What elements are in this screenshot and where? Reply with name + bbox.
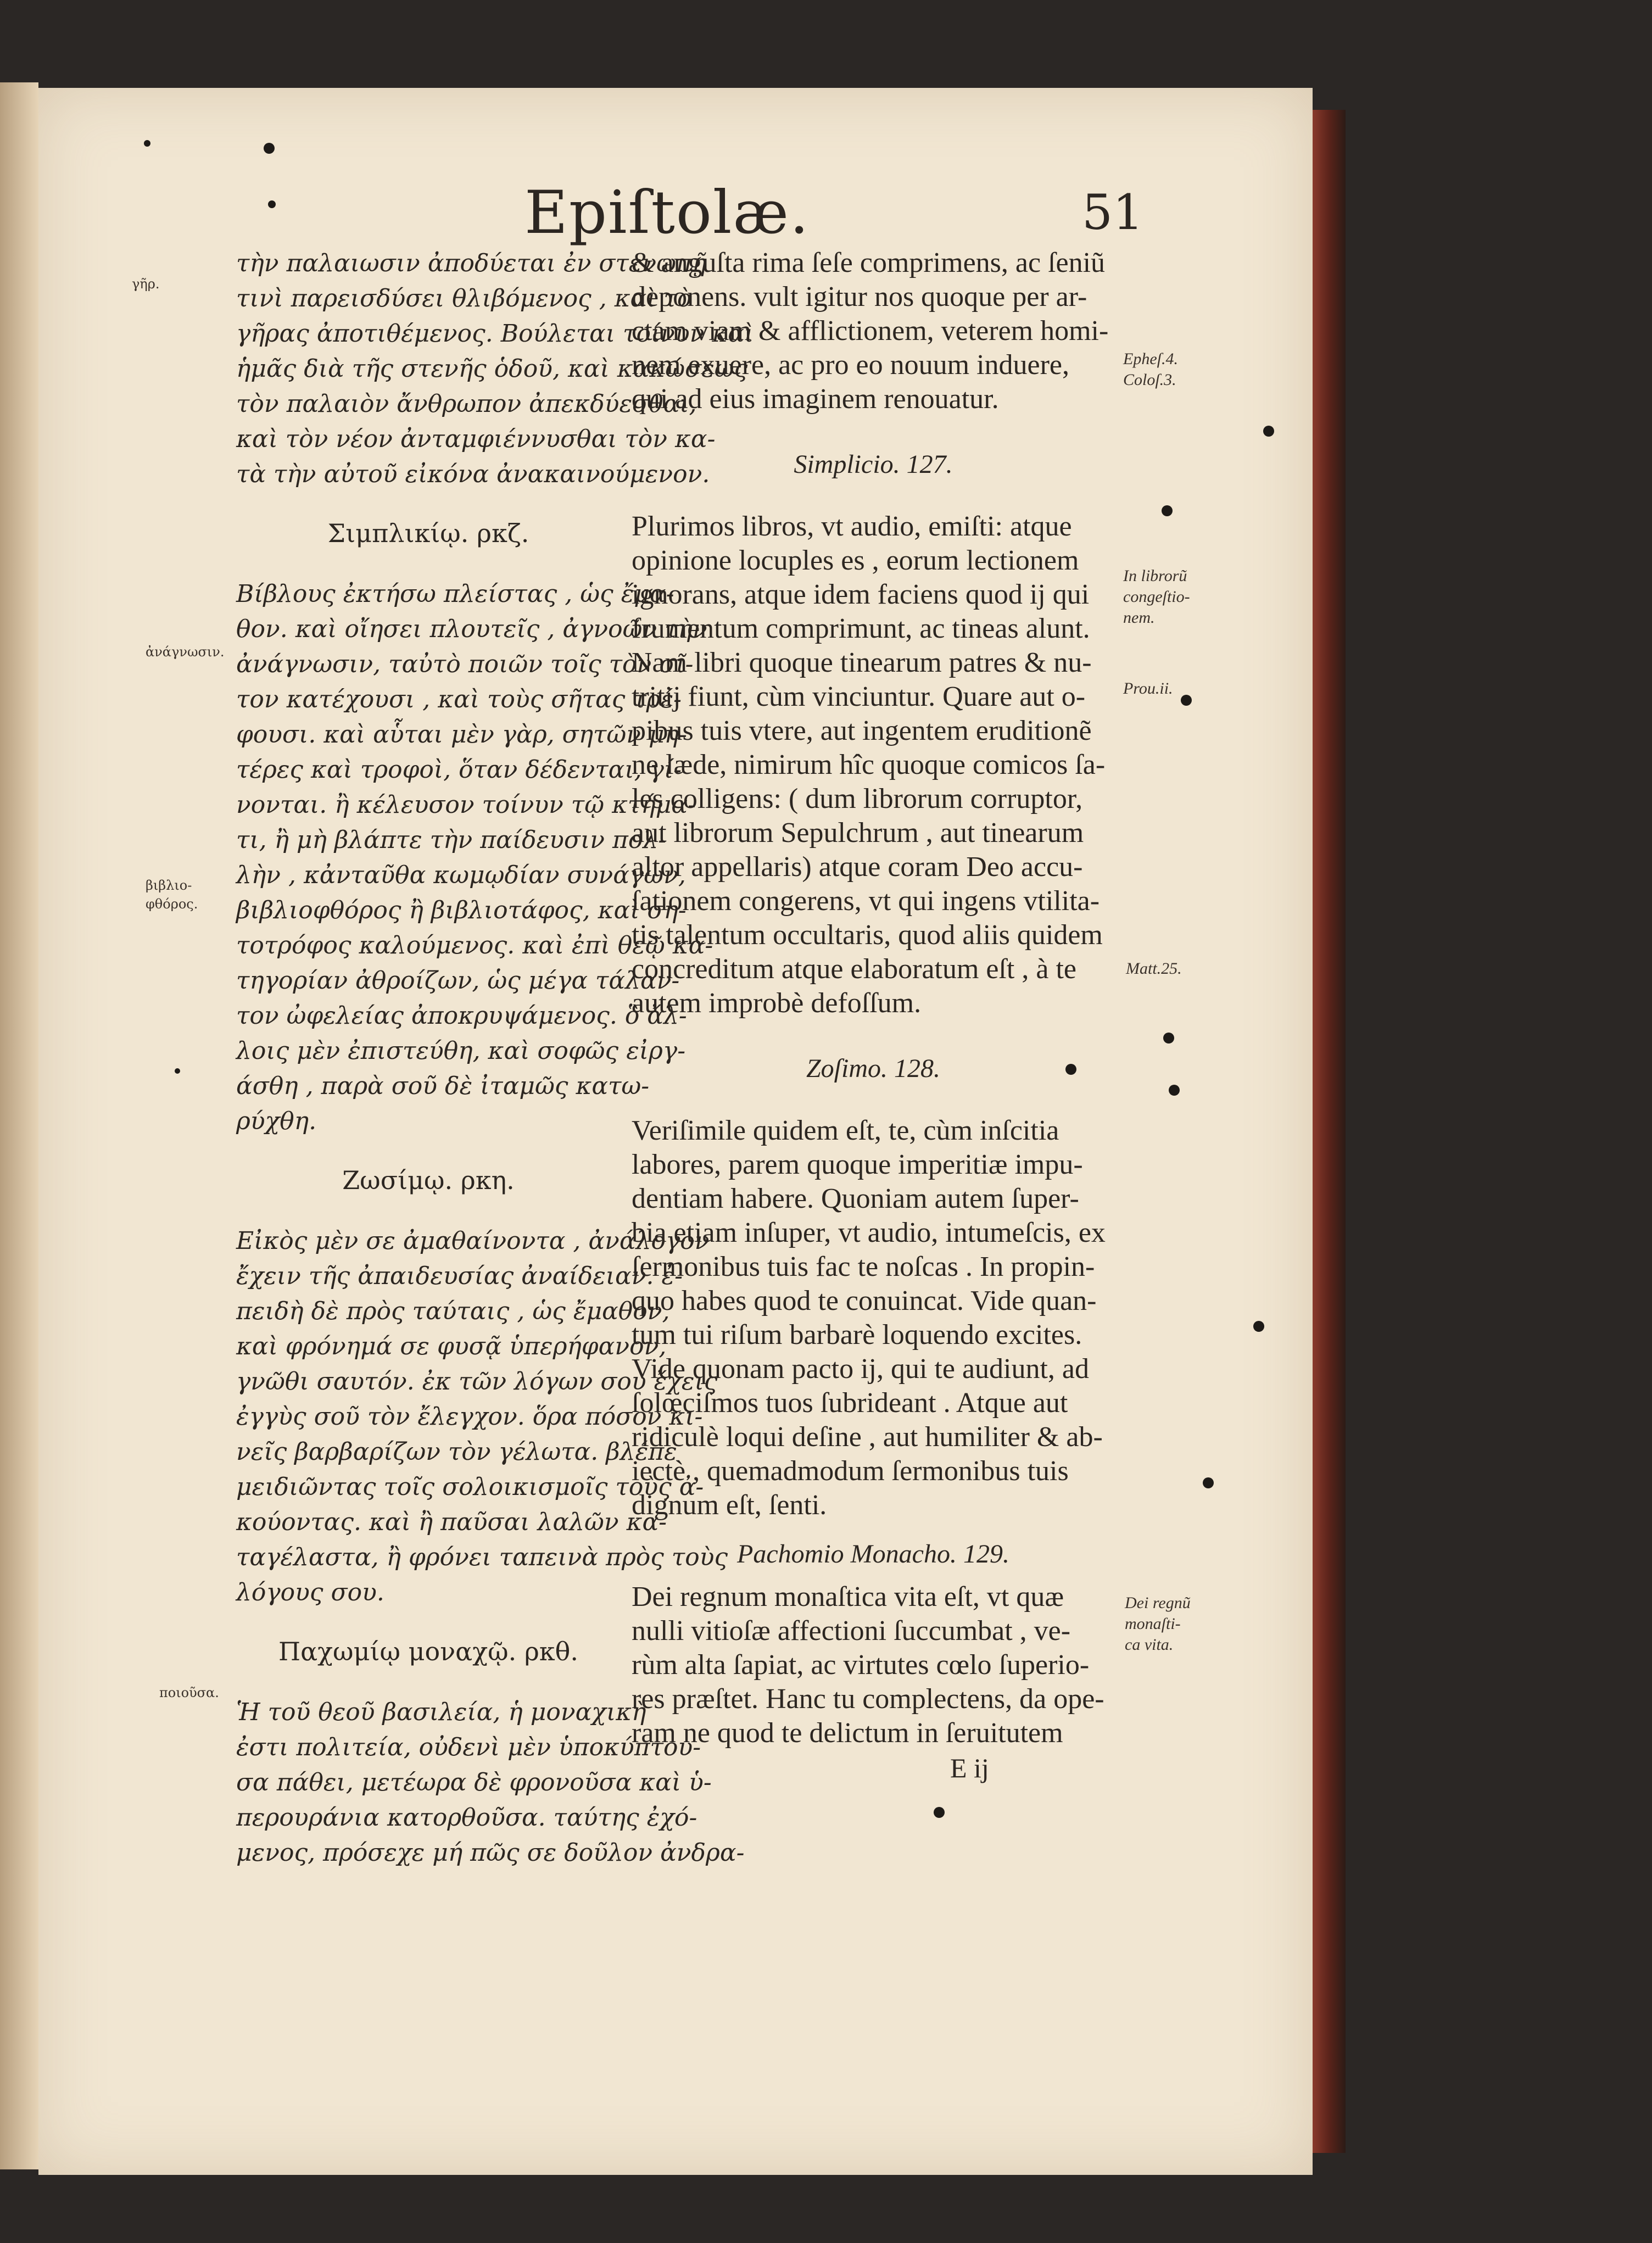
greek-block-2 bbox=[236, 577, 713, 1139]
latin-letter-heading: Zoſimo. 128. bbox=[806, 1054, 941, 1083]
signature-mark: E ij bbox=[950, 1753, 989, 1783]
margin-note-line: βιβλιο- bbox=[146, 878, 192, 893]
ink-speck bbox=[1203, 1477, 1214, 1488]
margin-note-ephesians bbox=[1123, 349, 1178, 390]
greek-block-1 bbox=[236, 246, 754, 492]
text-line: les colligens: ( dum librorum corruptor, bbox=[632, 783, 1083, 814]
text-line: Εἰκὸς μὲν σε ἀμαθαίνοντα , ἀνάλογον bbox=[236, 1227, 710, 1255]
margin-note-greek-ponousa: ποιοῦσα. bbox=[159, 1685, 219, 1700]
text-line: Ἡ τοῦ θεοῦ βασιλεία, ἡ μοναχικὴ bbox=[236, 1698, 646, 1726]
text-line: tritij fiunt, cùm vinciuntur. Quare aut o- bbox=[632, 681, 1086, 712]
latin-block-4 bbox=[632, 1580, 1115, 1750]
greek-letter-heading: Παχωμίῳ μοναχῷ. ρκθ. bbox=[278, 1637, 578, 1666]
margin-note-greek-top: γῆρ. bbox=[132, 276, 160, 292]
ink-speck bbox=[1253, 1321, 1264, 1332]
text-line: λοις μὲν ἐπιστεύθη, καὶ σοφῶς εἰργ- bbox=[236, 1037, 686, 1065]
latin-block-2 bbox=[632, 510, 1115, 1020]
text-line: frumentum comprimunt, ac tineas alunt. bbox=[632, 613, 1090, 644]
facing-page-edge bbox=[0, 82, 38, 2169]
text-line: labores, parem quoque imperitiæ impu- bbox=[632, 1149, 1083, 1180]
text-line: μειδιῶντας τοῖς σολοικισμοῖς τοὺς ἀ- bbox=[236, 1473, 704, 1501]
text-line: nem exuere, ac pro eo nouum induere, bbox=[632, 349, 1070, 381]
ink-speck bbox=[934, 1807, 945, 1818]
margin-note-line: ca vita. bbox=[1125, 1636, 1174, 1654]
text-line: pibus tuis vtere, aut ingentem eruditionẽ bbox=[632, 715, 1092, 746]
margin-note-line: nem. bbox=[1123, 609, 1155, 627]
text-line: & anguſta rima ſeſe comprimens, ac ſeniũ bbox=[632, 247, 1106, 278]
ink-speck bbox=[1263, 426, 1274, 437]
text-line: tis talentum occultaris, quod aliis quidem bbox=[632, 919, 1103, 951]
text-line: ne læde, nimirum hîc quoque comicos ſa- bbox=[632, 749, 1106, 780]
text-line: κούοντας. καὶ ἢ παῦσαι λαλῶν κα- bbox=[236, 1508, 667, 1536]
text-line: quo habes quod te conuincat. Vide quan- bbox=[632, 1285, 1097, 1316]
text-line: ſationem congerens, vt qui ingens vtilita- bbox=[632, 885, 1100, 917]
margin-note-greek-biblio bbox=[146, 876, 198, 913]
text-line: Plurimos libros, vt audio, emiſti: atque bbox=[632, 511, 1072, 542]
margin-note-matthew: Matt.25. bbox=[1126, 959, 1182, 978]
text-line: τοτρόφος καλούμενος. καὶ ἐπὶ θεῷ κα- bbox=[236, 931, 713, 959]
text-line: Veriſimile quidem eſt, te, cùm inſcitia bbox=[632, 1115, 1059, 1146]
page-number: 51 bbox=[1082, 184, 1143, 241]
text-line: rùm alta ſapiat, ac virtutes cœlo ſuperio- bbox=[632, 1649, 1090, 1681]
margin-note-line: Dei regnũ bbox=[1125, 1594, 1191, 1612]
text-line: ram ne quod te delictum in ſeruitutem bbox=[632, 1717, 1063, 1749]
greek-block-3 bbox=[236, 1224, 728, 1610]
text-line: τὸν παλαιὸν ἄνθρωπον ἀπεκδύεσθαι, bbox=[236, 390, 697, 418]
text-line: Vide quonam pacto ij, qui te audiunt, ad bbox=[632, 1353, 1090, 1385]
ink-speck bbox=[144, 140, 150, 147]
text-line: ſolœciſmos tuos ſubrideant . Atque aut bbox=[632, 1387, 1068, 1419]
text-line: ρύχθη. bbox=[236, 1107, 317, 1135]
text-line: dentiam habere. Quoniam autem ſuper- bbox=[632, 1183, 1079, 1214]
text-line: ἔχειν τῆς ἀπαιδευσίας ἀναίδειαν. ἐ- bbox=[236, 1262, 683, 1290]
margin-note-proverbs: Prou.ii. bbox=[1123, 679, 1173, 698]
text-line: τον κατέχουσι , καὶ τοὺς σῆτας τρέ- bbox=[236, 685, 682, 713]
text-line: μενος, πρόσεχε μή πῶς σε δοῦλον ἀνδρα- bbox=[236, 1839, 745, 1867]
text-line: dignum eſt, ſenti. bbox=[632, 1489, 827, 1521]
text-line: Βίβλους ἐκτήσω πλείστας , ὡς ἔμα- bbox=[236, 580, 674, 608]
margin-note-dei-regnum bbox=[1125, 1593, 1191, 1655]
latin-block-1 bbox=[632, 246, 1115, 416]
ink-speck bbox=[175, 1068, 180, 1074]
text-line: γνῶθι σαυτόν. ἐκ τῶν λόγων σου ἔχεις bbox=[236, 1368, 718, 1396]
ink-speck bbox=[1181, 695, 1192, 706]
text-line: τι, ἢ μὴ βλάπτε τὴν παίδευσιν πολ- bbox=[236, 826, 667, 854]
text-line: λόγους σου. bbox=[236, 1578, 384, 1606]
margin-note-line: monaſti- bbox=[1125, 1615, 1181, 1633]
text-line: ſermonibus tuis fac te noſcas . In propin- bbox=[632, 1251, 1095, 1282]
text-line: θον. καὶ οἴησει πλουτεῖς , ἀγνοῶν τὴν bbox=[236, 615, 707, 643]
text-line: altor appellaris) atque coram Deo accu- bbox=[632, 851, 1083, 883]
latin-letter-heading: Pachomio Monacho. 129. bbox=[737, 1539, 1009, 1569]
text-line: res præſtet. Hanc tu complectens, da ope- bbox=[632, 1683, 1104, 1715]
text-line: autem improbè defoſſum. bbox=[632, 987, 922, 1019]
text-line: nulli vitioſæ affectioni ſuccumbat , ve- bbox=[632, 1615, 1071, 1647]
text-line: βιβλιοφθόρος ἢ βιβλιοτάφος, καὶ ση- bbox=[236, 896, 687, 924]
text-line: πειδὴ δὲ πρὸς ταύταις , ὡς ἔμαθον, bbox=[236, 1297, 670, 1325]
text-line: νονται. ἢ κέλευσον τοίνυν τῷ κτήμα- bbox=[236, 791, 696, 819]
text-line: γῆρας ἀποτιθέμενος. Βούλεται τοίνυν καὶ bbox=[236, 320, 754, 348]
book-binding-edge bbox=[1313, 110, 1346, 2153]
greek-letter-heading: Ζωσίμῳ. ρκη. bbox=[342, 1165, 515, 1195]
text-line: περουράνια κατορθοῦσα. ταύτης ἐχό- bbox=[236, 1804, 697, 1832]
page-title: Epiſtolæ. bbox=[524, 178, 810, 247]
ink-speck bbox=[268, 200, 276, 208]
text-line: bia etiam inſuper, vt audio, intumeſcis, ex bbox=[632, 1217, 1106, 1248]
text-line: Nam libri quoque tinearum patres & nu- bbox=[632, 647, 1092, 678]
ink-speck bbox=[1162, 505, 1173, 516]
margin-note-librorum bbox=[1123, 566, 1190, 628]
text-line: λὴν , κἀνταῦθα κωμῳδίαν συνάγων, bbox=[236, 861, 686, 889]
text-line: concreditum atque elaboratum eſt , à te bbox=[632, 953, 1076, 985]
ink-speck bbox=[1169, 1085, 1180, 1096]
ink-speck bbox=[1065, 1064, 1076, 1075]
text-line: καὶ τὸν νέον ἀνταμφιέννυσθαι τὸν κα- bbox=[236, 425, 716, 453]
text-line: iectè , quemadmodum ſermonibus tuis bbox=[632, 1455, 1069, 1487]
text-line: ταγέλαστα, ἢ φρόνει ταπεινὰ πρὸς τοὺς bbox=[236, 1543, 728, 1571]
text-line: τινὶ παρεισδύσει θλιβόμενος , καὶ τὸ bbox=[236, 284, 692, 313]
text-line: deponens. vult igitur nos quoque per ar- bbox=[632, 281, 1087, 313]
text-line: τέρες καὶ τροφοὶ, ὅταν δέδενται, γί- bbox=[236, 756, 682, 784]
greek-block-4 bbox=[236, 1695, 745, 1871]
margin-note-line: φθόρος. bbox=[146, 896, 198, 912]
text-line: άσθη , παρὰ σοῦ δὲ ἰταμῶς κατω- bbox=[236, 1072, 650, 1100]
text-line: τὰ τὴν αὐτοῦ εἰκόνα ἀνακαινούμενον. bbox=[236, 460, 710, 488]
margin-note-greek-anagnosis: ἀνάγνωσιν. bbox=[146, 644, 225, 660]
text-line: aut librorum Sepulchrum , aut tinearum bbox=[632, 817, 1084, 849]
text-line: tum tui riſum barbarè loquendo excites. bbox=[632, 1319, 1082, 1351]
margin-note-line: congeſtio- bbox=[1123, 588, 1190, 606]
margin-note-line: Coloſ.3. bbox=[1123, 371, 1176, 389]
text-line: σα πάθει, μετέωρα δὲ φρονοῦσα καὶ ὑ- bbox=[236, 1768, 712, 1796]
text-line: καὶ φρόνημά σε φυσᾷ ὑπερήφανον, bbox=[236, 1332, 667, 1360]
greek-letter-heading: Σιμπλικίῳ. ρκζ. bbox=[327, 518, 529, 548]
ink-speck bbox=[264, 143, 275, 154]
text-line: ridiculè loqui deſine , aut humiliter & ab- bbox=[632, 1421, 1103, 1453]
text-line: ἀνάγνωσιν, ταὐτὸ ποιῶν τοῖς τὸν σῖ- bbox=[236, 650, 694, 678]
text-line: opinione locuples es , eorum lectionem bbox=[632, 545, 1079, 576]
text-line: νεῖς βαρβαρίζων τὸν γέλωτα. βλέπε bbox=[236, 1438, 677, 1466]
margin-note-line: Epheſ.4. bbox=[1123, 350, 1178, 368]
text-line: τὴν παλαιωσιν ἀποδύεται ἐν στενωπῇ bbox=[236, 249, 707, 277]
text-line: qui ad eius imaginem renouatur. bbox=[632, 383, 999, 415]
latin-column bbox=[632, 246, 1115, 1750]
text-line: τον ὠφελείας ἀποκρυψάμενος. ὃ ἄλ- bbox=[236, 1002, 687, 1030]
text-line: τηγορίαν ἀθροίζων, ὡς μέγα τάλαν- bbox=[236, 967, 680, 995]
text-line: Dei regnum monaſtica vita eſt, vt quæ bbox=[632, 1581, 1064, 1612]
latin-letter-heading: Simplicio. 127. bbox=[794, 450, 953, 479]
margin-note-line: In librorũ bbox=[1123, 567, 1187, 585]
text-line: φουσι. καὶ αὗται μὲν γὰρ, σητῶν μη- bbox=[236, 721, 687, 749]
text-line: ctam viam & afflictionem, veterem homi- bbox=[632, 315, 1109, 347]
text-line: ἐστι πολιτεία, οὐδενὶ μὲν ὑποκύπτου- bbox=[236, 1733, 701, 1761]
text-line: ignorans, atque idem faciens quod ij qui bbox=[632, 579, 1090, 610]
text-line: ἐγγὺς σοῦ τὸν ἔλεγχον. ὅρα πόσον κι- bbox=[236, 1403, 703, 1431]
text-line: ἡμᾶς διὰ τῆς στενῆς ὁδοῦ, καὶ κακώσεως bbox=[236, 355, 748, 383]
latin-block-3 bbox=[632, 1114, 1115, 1522]
ink-speck bbox=[1163, 1033, 1174, 1044]
